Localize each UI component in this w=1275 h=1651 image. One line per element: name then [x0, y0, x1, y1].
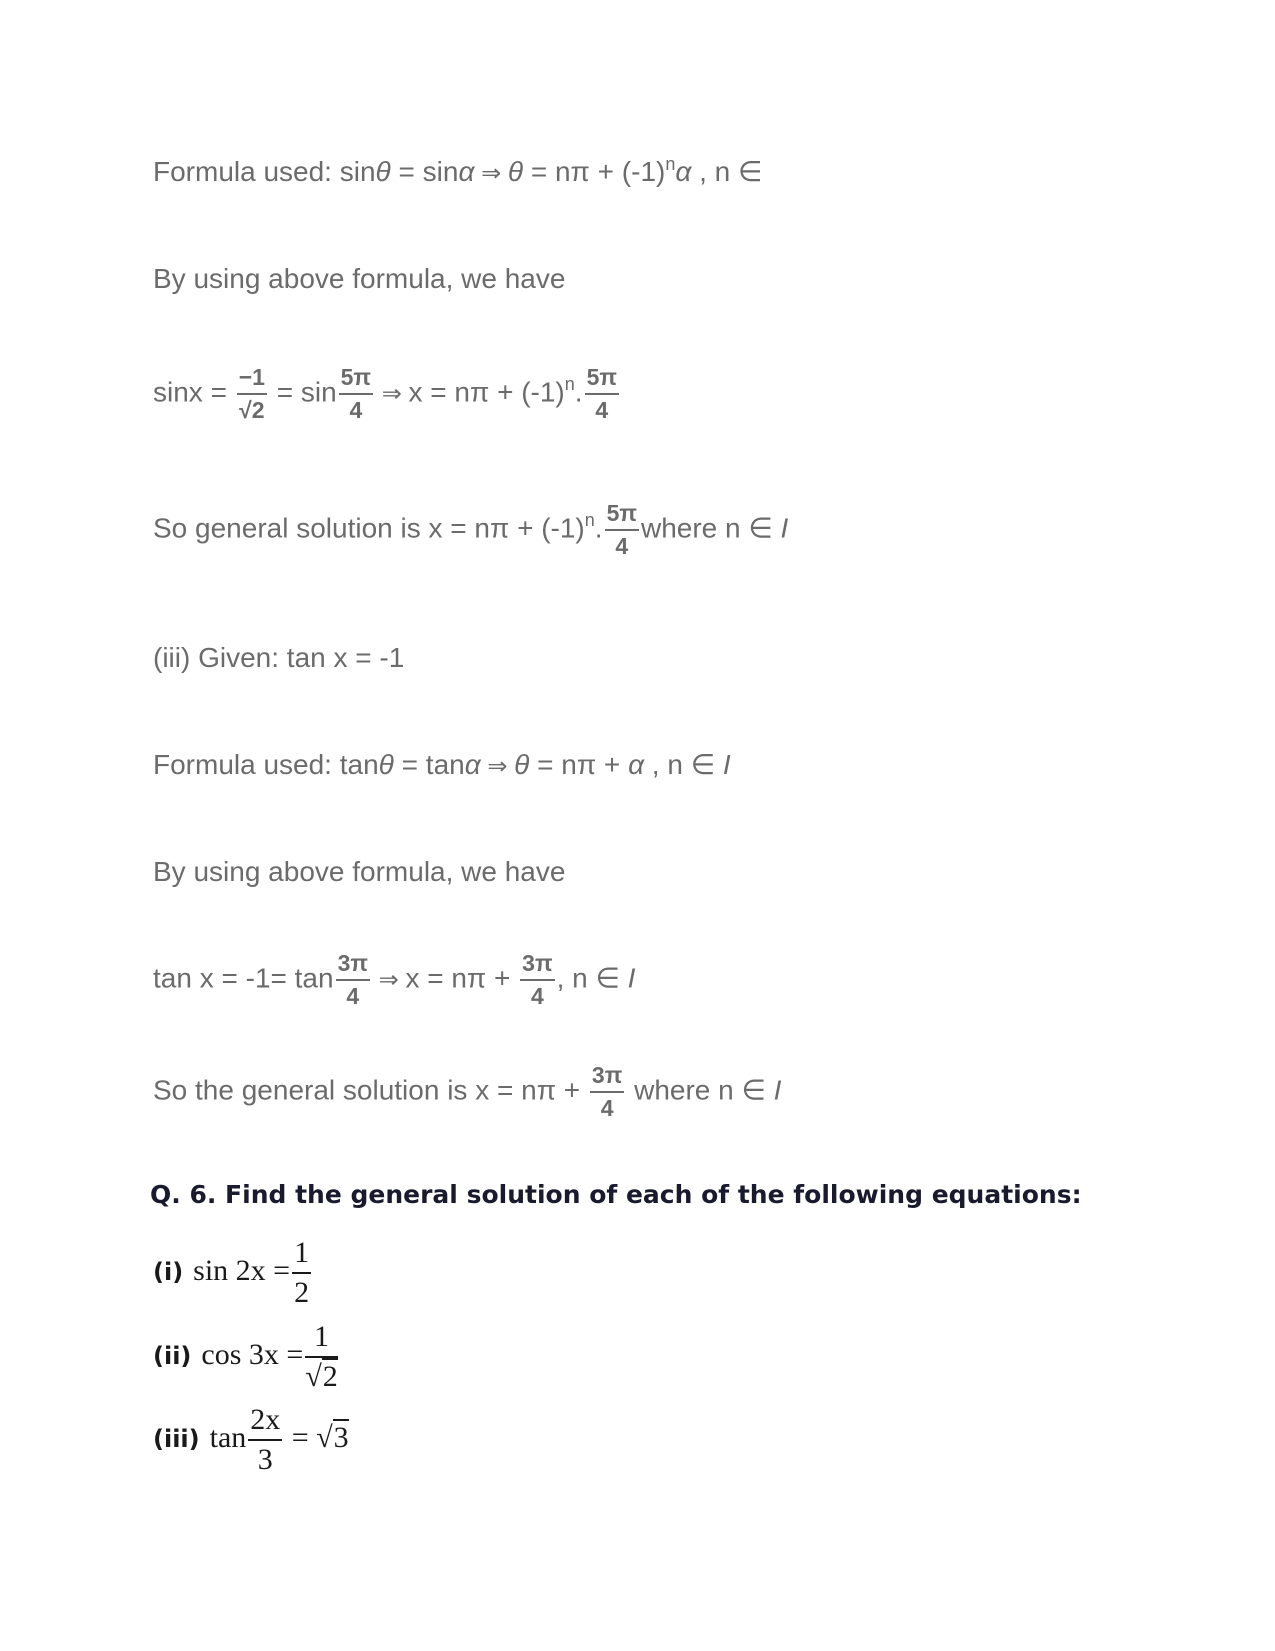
numerator: 5π	[605, 502, 639, 531]
text: α	[458, 156, 475, 187]
question-title: Q. 6. Find the general solution of each of the following equations:	[150, 1180, 1082, 1209]
text: θ	[507, 156, 524, 187]
text: Formula used: sin	[153, 156, 376, 187]
denominator: 4	[595, 397, 609, 423]
numerator: 3π	[590, 1064, 624, 1093]
text: .	[594, 512, 603, 544]
denominator	[305, 1358, 337, 1392]
text: x = nπ + (-1)	[408, 376, 565, 408]
expression: sin 2x =	[193, 1253, 291, 1287]
formula-tan-line	[153, 751, 731, 779]
fraction	[585, 366, 619, 422]
implies-arrow: ⇒	[480, 753, 515, 780]
square-root	[305, 1362, 337, 1392]
numerator: 1	[305, 1322, 337, 1358]
item-label: (ii)	[153, 1341, 192, 1370]
question-item-i	[153, 1238, 313, 1308]
expression: cos 3x =	[201, 1337, 304, 1371]
text: α	[464, 749, 481, 780]
item-label: (iii)	[153, 1424, 200, 1453]
question-item-iii	[153, 1405, 349, 1475]
numerator: 3π	[520, 952, 554, 981]
text: = sin	[268, 376, 337, 408]
text: θ	[375, 156, 391, 187]
integer-set-symbol: I	[627, 962, 636, 994]
fraction	[248, 1405, 282, 1475]
by-using-line-2: By using above formula, we have	[153, 856, 566, 887]
text: Formula used: tan	[153, 749, 379, 780]
denominator: 2	[294, 1276, 310, 1309]
text: = nπ + (-1)	[523, 156, 666, 187]
implies-arrow: ⇒	[371, 966, 406, 994]
text: = sin	[390, 156, 459, 187]
numerator: 1	[292, 1238, 311, 1274]
exponent: n	[665, 154, 676, 174]
text: , n ∈	[691, 156, 763, 187]
text: θ	[378, 749, 394, 780]
text: = nπ +	[529, 749, 629, 780]
text: So the general solution is x = nπ +	[153, 1074, 588, 1106]
integer-set-symbol: I	[773, 1074, 782, 1106]
fraction	[336, 952, 370, 1008]
expression: tan	[209, 1420, 247, 1454]
text: , n ∈	[644, 749, 723, 780]
radical-sign: √	[316, 1420, 333, 1454]
formula-sin-line	[153, 154, 763, 187]
denominator: 3	[257, 1443, 273, 1476]
text: where n ∈	[626, 1074, 774, 1106]
implies-arrow: ⇒	[375, 380, 409, 408]
numerator: 3π	[336, 952, 370, 981]
by-using-line-1: By using above formula, we have	[153, 263, 566, 294]
radicand: 2	[322, 1360, 338, 1393]
numerator: −1	[237, 366, 267, 395]
text: = tan	[393, 749, 465, 780]
radical-sign: √	[305, 1360, 322, 1393]
text: sinx =	[153, 376, 235, 408]
given-tan-line: (iii) Given: tan x = -1	[153, 642, 405, 673]
text: tan x = -1= tan	[153, 962, 334, 994]
text: So general solution is x = nπ + (-1)	[153, 512, 585, 544]
fraction	[605, 502, 639, 558]
tanx-equation-line	[153, 952, 635, 1008]
fraction	[590, 1064, 624, 1120]
integer-set-symbol: I	[722, 749, 731, 780]
numerator: 5π	[585, 366, 619, 395]
denominator: 4	[600, 1095, 614, 1121]
text: , n ∈	[556, 962, 628, 994]
question-item-ii	[153, 1322, 340, 1392]
text: x = nπ +	[405, 962, 519, 994]
general-solution-line-2	[153, 1064, 781, 1120]
general-solution-line-1	[153, 502, 788, 558]
radicand: 3	[333, 1420, 349, 1454]
numerator: 5π	[339, 366, 373, 395]
denominator: √2	[239, 397, 265, 423]
implies-arrow: ⇒	[474, 160, 508, 187]
item-label: (i)	[153, 1257, 184, 1286]
text: α	[628, 749, 645, 780]
text: where n ∈	[640, 512, 781, 544]
denominator: 4	[346, 983, 360, 1009]
exponent: n	[564, 374, 575, 395]
text: =	[284, 1420, 317, 1454]
integer-set-symbol: I	[780, 512, 789, 544]
denominator: 4	[349, 397, 363, 423]
fraction	[339, 366, 373, 422]
fraction	[292, 1238, 311, 1308]
fraction	[305, 1322, 337, 1392]
denominator: 4	[530, 983, 544, 1009]
square-root	[316, 1421, 348, 1455]
sinx-equation-line	[153, 366, 621, 422]
exponent: n	[584, 510, 595, 531]
text: θ	[514, 749, 530, 780]
denominator: 4	[615, 533, 629, 559]
text: .	[574, 376, 583, 408]
numerator: 2x	[248, 1405, 282, 1441]
fraction	[520, 952, 554, 1008]
text: α	[675, 156, 692, 187]
fraction	[237, 366, 267, 422]
